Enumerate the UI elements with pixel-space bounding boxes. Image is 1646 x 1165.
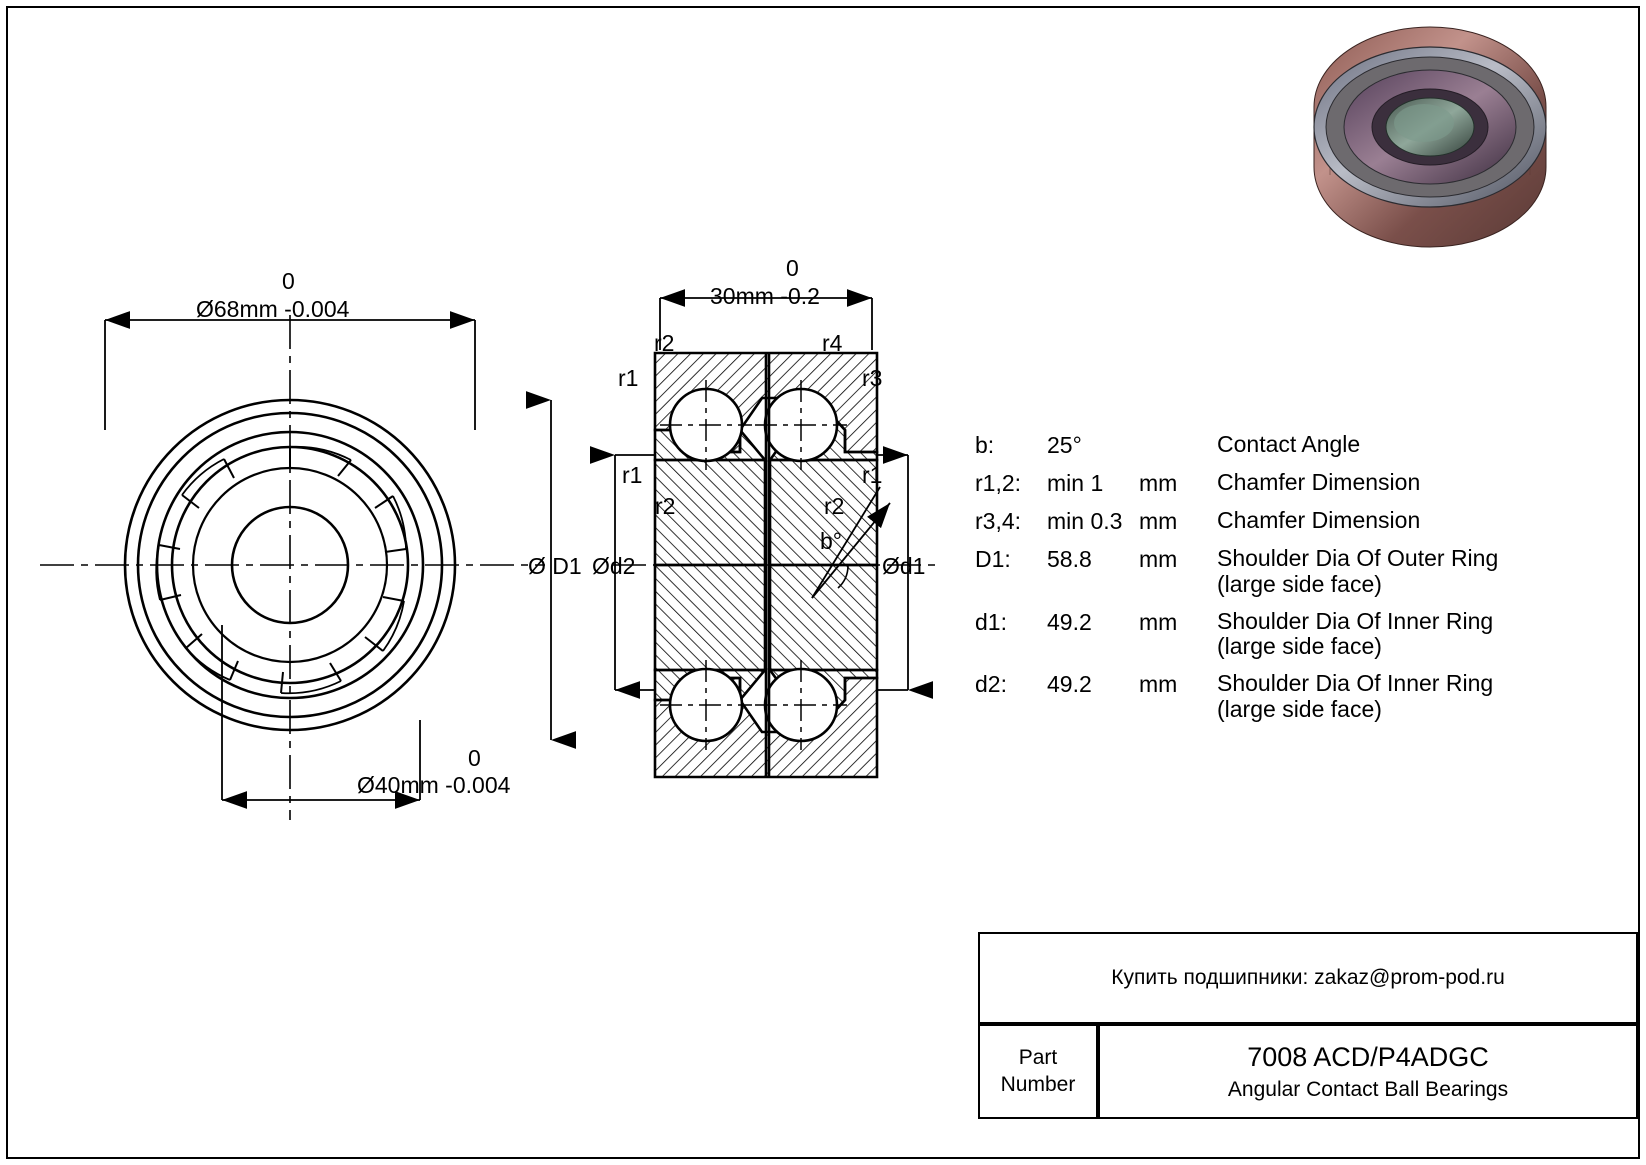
label-d1: Ød1 (882, 553, 926, 579)
label-D1: Ø D1 (528, 553, 582, 579)
specification-table (975, 432, 1575, 734)
label-contact-angle: b° (820, 528, 842, 554)
spec-unit: mm (1139, 608, 1178, 635)
contact-email-row (978, 932, 1638, 1024)
spec-description: Chamfer Dimension (1217, 469, 1421, 495)
label-r4-top-right: r4 (822, 330, 843, 356)
part-description-text: Angular Contact Ball Bearings (1227, 1077, 1509, 1101)
spec-symbol: r1,2: (975, 470, 1022, 496)
label-r1-left-top: r1 (618, 365, 639, 391)
width-dim-tolerance: 0 (786, 255, 799, 281)
spec-row (975, 432, 1575, 459)
label-r2-right-mid: r2 (824, 493, 845, 519)
spec-description-2: (large side face) (1217, 633, 1382, 660)
spec-description-2: (large side face) (1217, 695, 1382, 722)
spec-symbol: b: (975, 432, 995, 458)
spec-row (975, 609, 1575, 661)
spec-value: 49.2 (1047, 671, 1092, 697)
part-number-text: 7008 ACD/P4ADGC (1247, 1041, 1489, 1072)
spec-description: Shoulder Dia Of Inner Ring (1217, 607, 1494, 634)
spec-symbol: D1: (975, 546, 1011, 572)
spec-symbol: d2: (975, 671, 1007, 697)
spec-row (975, 671, 1575, 723)
label-r3-right-top: r3 (862, 365, 883, 391)
spec-value: 25° (1047, 432, 1082, 458)
spec-unit: mm (1139, 470, 1178, 496)
outer-dim-tolerance: 0 (282, 268, 295, 294)
spec-value: min 0.3 (1047, 508, 1123, 534)
width-dim-label: 30mm -0.2 (710, 283, 820, 309)
spec-description-2: (large side face) (1217, 570, 1382, 597)
part-number-label (978, 1024, 1098, 1119)
label-r2-left-mid: r2 (655, 493, 676, 519)
spec-value: 58.8 (1047, 546, 1092, 572)
label-d2: Ød2 (592, 553, 636, 579)
spec-unit: mm (1139, 671, 1178, 697)
spec-row (975, 508, 1575, 535)
spec-row (975, 470, 1575, 497)
spec-description: Chamfer Dimension (1217, 507, 1421, 533)
label-r2-top-left: r2 (654, 330, 675, 356)
inner-dim-label: Ø40mm -0.004 (357, 772, 511, 798)
part-number-value (1098, 1024, 1638, 1119)
spec-symbol: d1: (975, 608, 1007, 635)
spec-row (975, 546, 1575, 598)
part-label-line1: Part (1018, 1046, 1058, 1070)
spec-value: 49.2 (1047, 608, 1092, 635)
contact-email-text: Купить подшипники: zakaz@prom-pod.ru (1111, 966, 1505, 989)
spec-value: min 1 (1047, 470, 1104, 496)
spec-unit: mm (1139, 508, 1178, 534)
spec-description: Shoulder Dia Of Inner Ring (1217, 670, 1494, 696)
label-r1-left-mid: r1 (622, 462, 643, 488)
bearing-3d-illustration (1300, 20, 1560, 280)
label-r1-right-mid: r1 (862, 462, 883, 488)
spec-description: Shoulder Dia Of Outer Ring (1217, 545, 1499, 571)
inner-dim-tolerance: 0 (468, 745, 481, 771)
spec-description: Contact Angle (1217, 431, 1361, 457)
part-label-line2: Number (1000, 1072, 1076, 1096)
outer-dim-label: Ø68mm -0.004 (196, 296, 350, 322)
spec-symbol: r3,4: (975, 508, 1022, 534)
spec-unit: mm (1139, 546, 1178, 572)
